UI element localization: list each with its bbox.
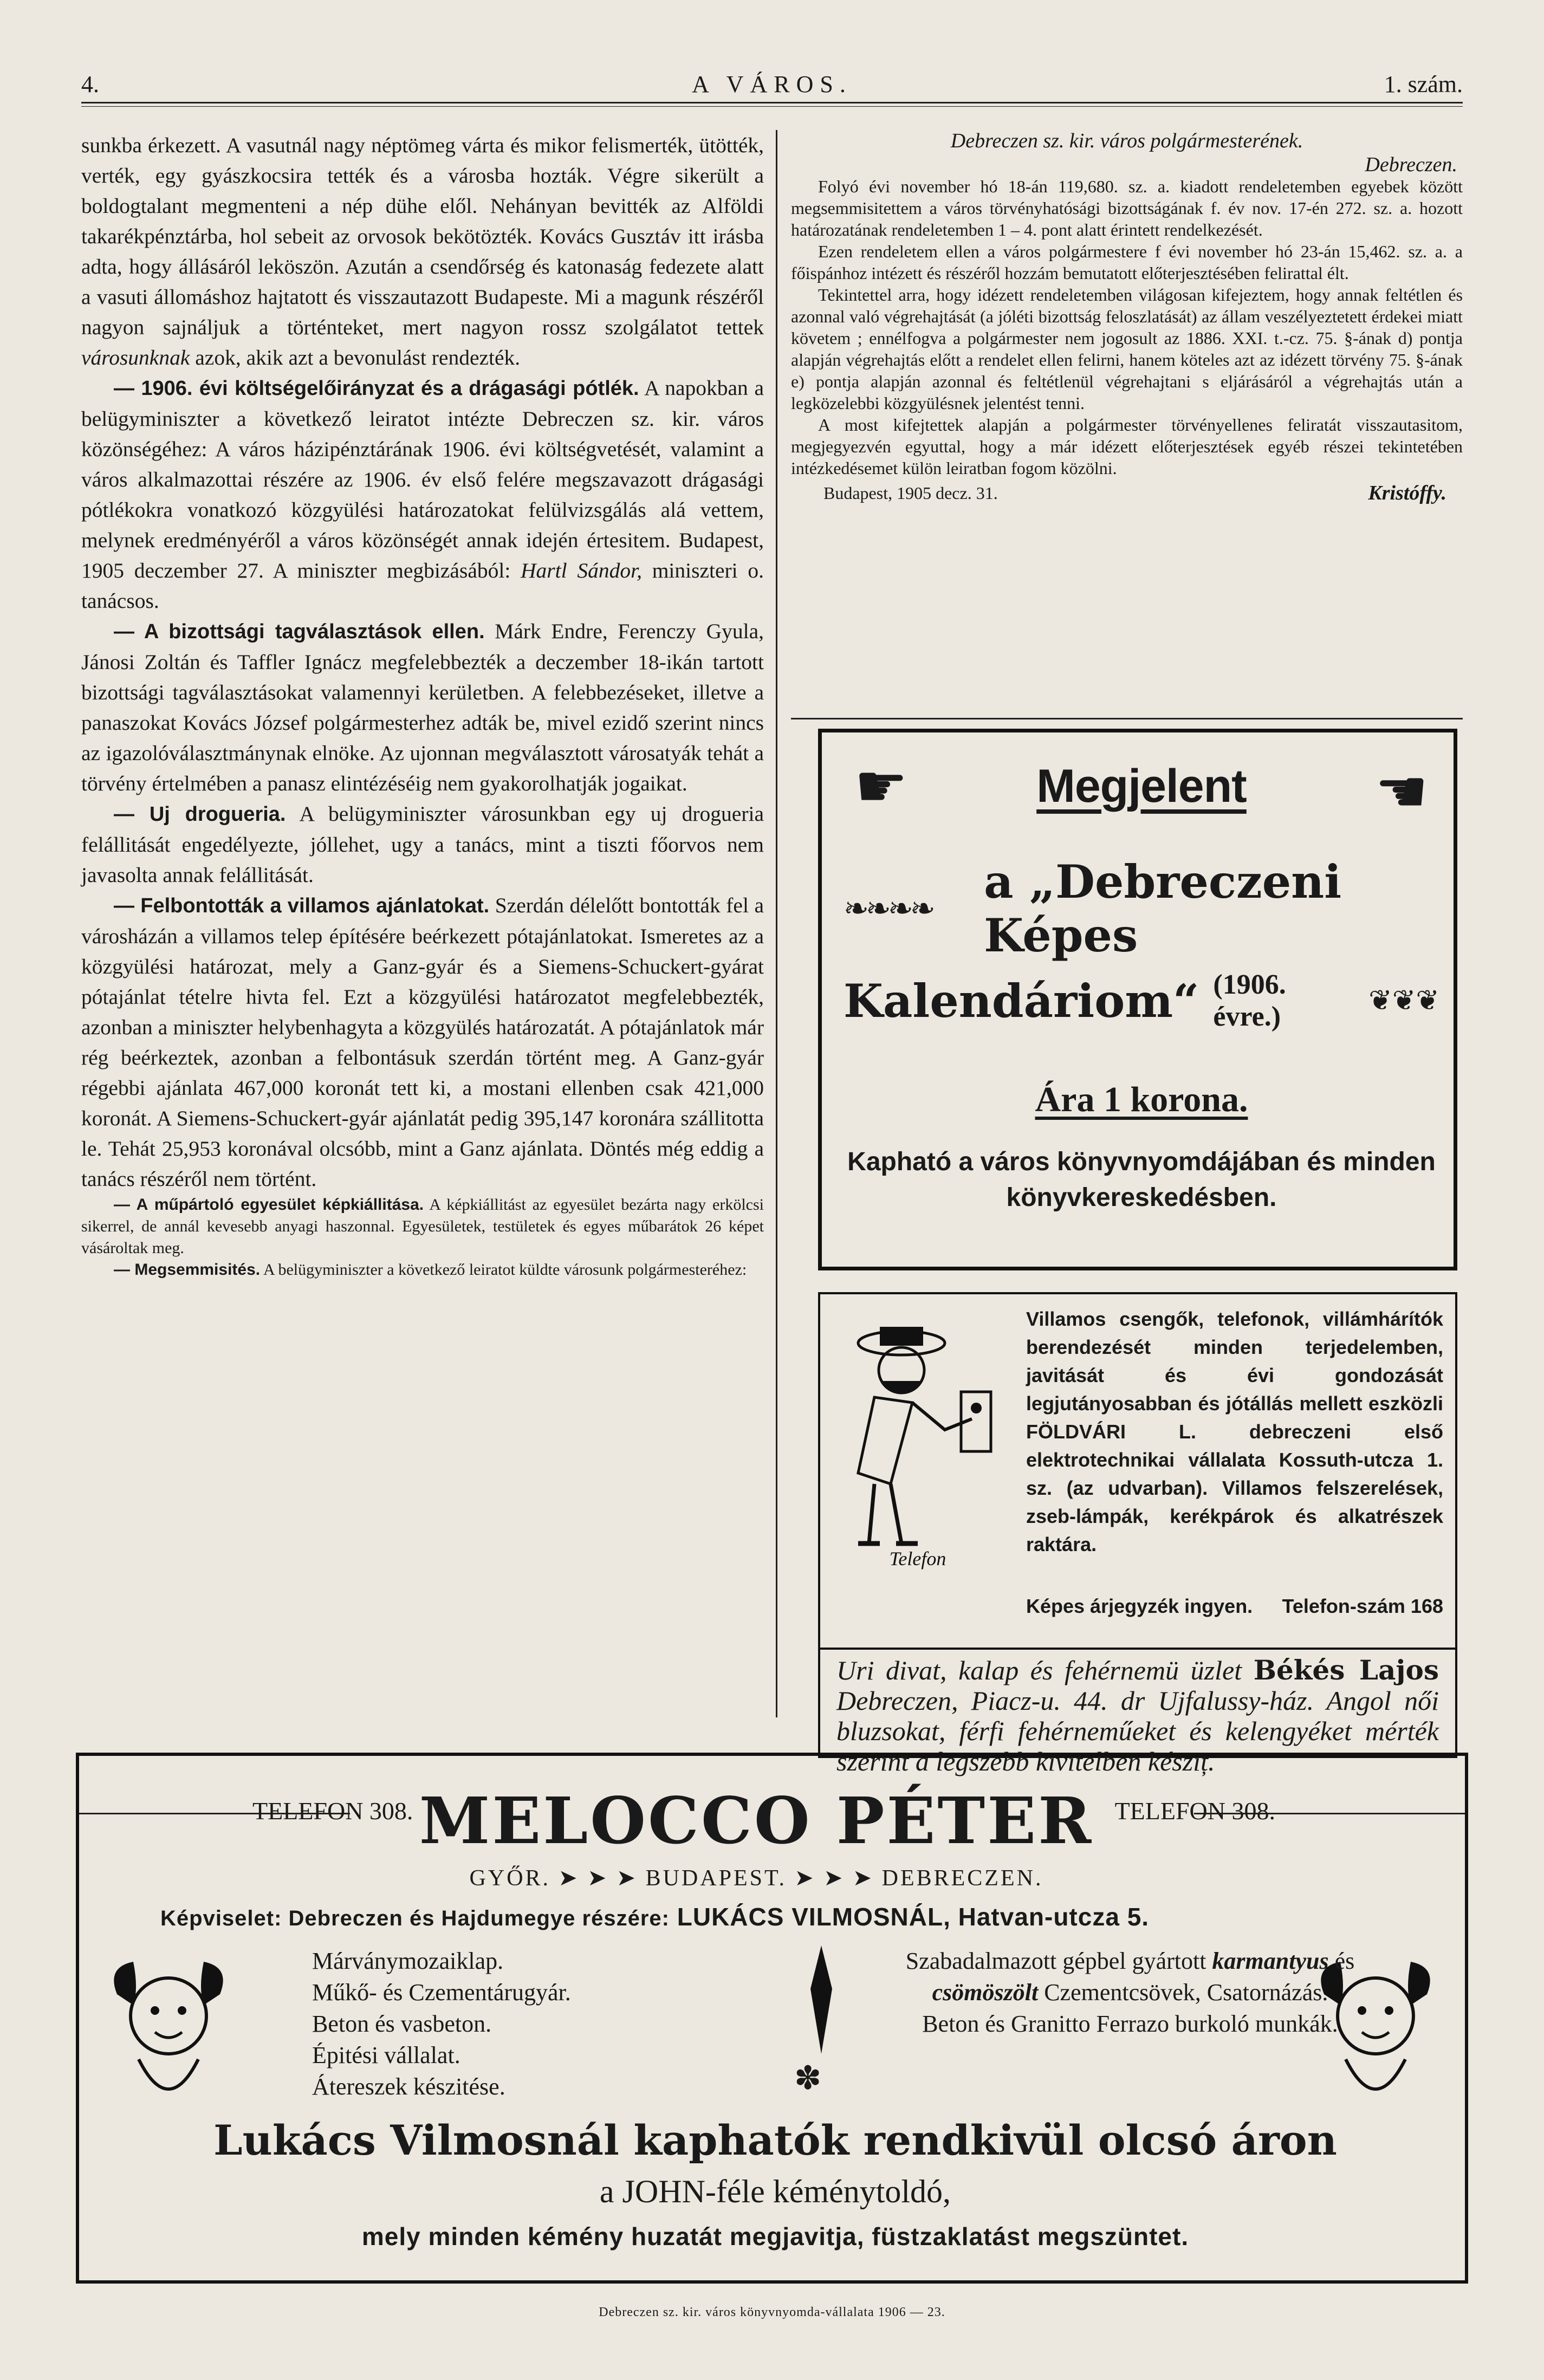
ornament-arrow-icon [805,1945,838,2054]
decree-signature-line [791,482,1463,504]
ad-title-row [844,855,1439,962]
company-cities: GYŐR. ➤ ➤ ➤ BUDAPEST. ➤ ➤ ➤ DEBRECZEN. [469,1866,1043,1891]
ornament-icon: ❧❧❧❧ [844,892,932,926]
cherub-icon [101,1945,236,2124]
pointing-hand-icon: ☛ [854,754,908,820]
ad-title-line1: a „Debreczeni Képes [984,855,1342,962]
svg-text:Telefon: Telefon [889,1548,946,1570]
product-item: Épitési vállalat. [312,2042,460,2068]
decree-paragraph: Folyó évi november hó 18-án 119,680. sz. a. kiadott rendeletemben egyebek között megsemmisitettem a város törvényhatósági bizottságának f. év nov. 17-én 272. sz. a. hozott határozatának rendeletemben 1 – 4. pont alatt érintett rendelkezését. [791,177,1463,239]
decree-paragraph: Tekintettel arra, hogy idézett rendeletemben világosan kifejeztem, hogy annak feltétlen és azonnal való végrehajtását (a jóléti bizottság feloszlatását) az állam veszélyeztetett érdekei miatt követem ; ennélfogva a polgármester nem jogosult az 1886. XXI. t.-cz. 75. §-ának d) pontja alapján végrehajtás előtt a rendelet ellen felirni, hanem köteles azt az idézett törvény 75. §-ának e) pontja alapján azonnal és feltétlenül végrehajtani s eljárásáról a végrehajtás után a legközelebbi közgyülésnek jelentést tenni. [791,285,1463,413]
electrician-ad-text: Villamos csengők, telefonok, villámhárítók berendezését minden terjedelemben, javitását és évi gondozását legjutányosabban és jótállás mellett eszközli FÖLDVÁRI L. debreczeni első elektrotechnikai vállalata Kossuth-utcza 1. sz. (az udvarban). Villamos felszerelések, zseb-lámpák, kerékpárok és alkatrészek raktára. [1026,1308,1443,1555]
electrician-advertisement [818,1292,1457,1650]
calendar-advertisement [818,729,1457,1270]
sales-headline: Lukács Vilmosnál kaphatók rendkivül olcsó áron [213,2116,1337,2164]
decree-rule [791,718,1463,719]
newspaper-title: A VÁROS. [692,71,852,98]
decree-signature: Kristóffy. [1368,482,1446,504]
product-item: Műkő- és Czementárugyár. [312,1979,571,2006]
star-ornament-icon: ✽ [794,2060,822,2096]
pointing-hand-icon: ☛ [1375,759,1429,825]
product-item: Márványmozaiklap. [312,1948,504,1974]
telephone-label: TELEFON 308. [252,1797,413,1825]
issue-number: 1. szám. [1384,71,1463,98]
telephone-label: TELEFON 308. [1114,1797,1275,1825]
ad-price: Ára 1 korona. [1035,1080,1248,1119]
header-rule [81,102,1463,103]
page-header [81,65,1463,103]
fashion-shop-advertisement: Uri divat, kalap és fehérnemü üzlet Békés Lajos Debreczen, Piacz-u. 44. dr Ujfalussy-ház. Angol női bluzsokat, férfi fehérneműeket és kelengyéket mérték szerint a legszebb kivitelben késziț. [818,1650,1457,1758]
article-tram-offers: — Felbontották a villamos ajánlatokat. Szerdán délelőtt bontották fel a városházán a villamos telep építésére beérkezett pótajánlatokat. Ismeretes az a közgyülési határozat, mely a Ganz-gyár és a Siemens-Schuckert-gyárat pótajánlat tételre hivta fel. Ezt a közgyülési határozatot megfelebbezték, azonban a miniszter helybenhagyta a közgyülés határozatát. A pótajánlatok már rég beérkeztek, azonban a felbontásuk szerdán történt meg. A Ganz-gyár régebbi ajánlata 467,000 koronát tett ki, a mostani ellenben csak 421,000 koronát. A Siemens-Schuckert-gyár ajánlatát pedig 395,147 koronára szállitotta le. Tehát 25,953 koronával olcsóbb, mint a Ganz ajánlata. Döntés még eddig a tanács részéről nem történt. [81,893,764,1191]
article-continuation: sunkba érkezett. A vasutnál nagy néptömeg várta és mikor felismerték, ütötték, verték, egy gyászkocsira tették és a városba hozták. Végre sikerült a boldogtalant megmenteni a nép dühe elől. Nehányan bevitték az Alföldi takarékpénztárba, hol sebeit az orvosok bekötözték. Kovács Gusztáv itt irásba adta, hogy állásáról leköszön. Azután a csendőrség és katonaság fedezete alatt a vasuti állomáshoz hajtatott és visszautazott Budapeste. Mi a magunk részéről nagyon sajnáljuk a történteket, mert nagyon rossz szolgálatot tettek városunknak azok, akik azt a bevonulást rendezték. [81,133,764,369]
article-drogueria: — Uj drogueria. A belügyminiszter városunkban egy uj drogueria felállitását engedélyezte, jóllehet, ugy a tanács, mint a tiszti főorvos nem javasolta annak felállitását. [81,802,764,887]
ad-title-line2: Kalendáriom“ [844,974,1199,1028]
ad-headline-row [844,749,1439,825]
phone-number: Telefon-szám 168 [1282,1595,1443,1617]
article-annulment: — Megsemmisités. A belügyminiszter a következő leiratot küldte városunk polgármesteréhez: [114,1261,747,1279]
article-exhibition: — A műpártoló egyesület képkiállitása. A képkiállitást az egyesület bezárta nagy erkölcsi sikerrel, de annál kevesebb anyagi haszonnal. Egyesületek, testületek és egyes műbarátok 26 képet vásároltak meg. [81,1196,764,1257]
representative-line: Képviselet: Debreczen és Hajdumegye részére: LUKÁCS VILMOSNÁL, Hatvan-utcza 5. [160,1903,1150,1931]
ad-year: (1906. évre.) [1213,969,1286,1032]
ad-headline: Megjelent [1036,760,1247,812]
article-elections: — A bizottsági tagválasztások ellen. Márk Endre, Ferenczy Gyula, Jánosi Zoltán és Taffler Ignácz megfelebbezték a deczember 18-ikán tartott bizottsági tagválasztásokat valamennyi kerületben. A felebbezéseket, illetve a panaszokat Kovács József polgármesterhez adták be, mivel ezidő szerint nincs az igazolóválasztmánynak elnöke. Az ujonnan megválasztott városatyák tehát a törvény értelmében a panasz elintézéséig nem gyakorolhatják jogaikat. [81,619,764,795]
left-column [81,130,764,1712]
pricelist-note: Képes árjegyzék ingyen. [1026,1595,1253,1617]
ad-availability: Kapható a város könyvnyomdájában és minden könyvkereskedésben. [847,1147,1436,1212]
shop-owner-name: Békés Lajos [1253,1654,1439,1686]
decree-paragraph: Ezen rendeletem ellen a város polgármestere f évi november hó 23-án 15,462. sz. a. a főispánhoz intézett és részéről hozzám bemutatott előterjesztésében felirattal élt. [791,242,1463,283]
product-item: Átereszek készitése. [312,2073,505,2100]
product-benefit: mely minden kémény huzatát megjavitja, füstzaklatást megszüntet. [361,2222,1189,2251]
decree-date: Budapest, 1905 decz. 31. [823,483,998,503]
telephone-man-illustration-icon [836,1311,1004,1571]
electrician-ad-footer [1026,1595,1443,1618]
header-rule-thin [81,106,1463,107]
product-item: Beton és vasbeton. [312,2011,492,2037]
ornament-icon: ❦❦❦ [1368,985,1439,1016]
product-name: a JOHN-féle kéménytoldó, [599,2174,951,2209]
page-number: 4. [81,71,99,98]
company-name: MELOCCO PÉTER [419,1783,1094,1858]
products-list [312,1945,571,2103]
printer-imprint: Debreczen sz. kir. város könyvnyomda-vállalata 1906 — 23. [599,2305,945,2319]
article-budget: — 1906. évi költségelőirányzat és a drágasági pótlék. A napokban a belügyminiszter a következő leiratot intézte Debreczen sz. kir. város közönségéhez: A város házipénztárának 1906. évi költségvetését, valamint a város alkalmazottai részére az 1906. év első felére megszavazott drágasági pótlékokra vonatkozó közgyülési határozatokat felülvizsgálás alá vettem, melynek eredményéről a város közönségét annak idején értesitem. Budapest, 1905 deczember 27. A miniszter megbizásából: Hartl Sándor, miniszteri o. tanácsos. [81,376,764,613]
ad-title-row [844,960,1439,1041]
melocco-advertisement [76,1753,1468,2284]
decree-paragraph: A most kifejtettek alapján a polgármester törvényellenes feliratát visszautasitom, megjegyezvén egyuttal, hogy a már idézett előterjesztések egyéb részei tekintetében intézkedésemet külön leiratban fogom közölni. [791,415,1463,478]
decree-text [791,130,1463,715]
decree-place: Debreczen. [1365,153,1457,176]
services-text: Szabadalmazott gépbel gyártott karmantyus és csömöszölt Czementcsövek, Csatornázás. Beton és Granitto Ferrazo burkoló munkák. [905,1948,1355,2037]
column-divider [776,130,777,1717]
decree-heading: Debreczen sz. kir. város polgármesterének. [950,129,1303,152]
